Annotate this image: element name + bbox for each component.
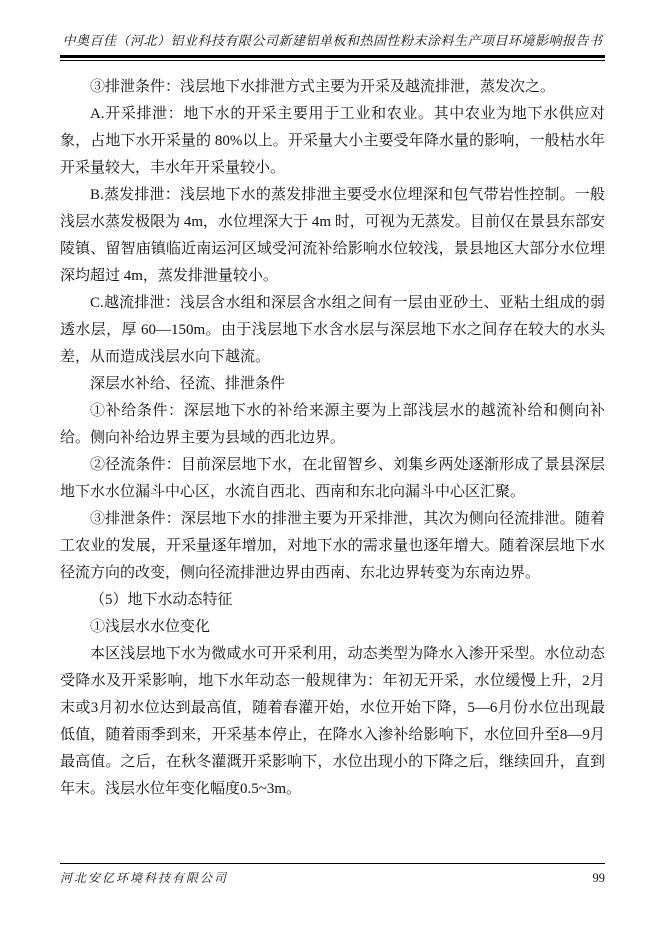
footer-row — [60, 869, 605, 886]
body-paragraph: ③排泄条件：深层地下水的排泄主要为开采排泄，其次为侧向径流排泄。随着工农业的发展，开采量逐年增加，对地下水的需求量也逐年增大。随着深层地下水径流方向的改变，侧向径流排泄边界由西南、东北边界转变为东南边界。 — [60, 511, 605, 581]
body-paragraph: C.越流排泄：浅层含水组和深层含水组之间有一层由亚砂土、亚粘土组成的弱透水层，厚 60—150m。由于浅层地下水含水层与深层地下水之间存在较大的水头差，从而造成浅层水向下越流。 — [60, 295, 605, 365]
body-paragraph: ①补给条件：深层地下水的补给来源主要为上部浅层水的越流补给和侧向补给。侧向补给边界主要为县域的西北边界。 — [60, 403, 605, 446]
body-paragraph: （5）地下水动态特征 — [90, 592, 233, 608]
page-footer — [60, 863, 605, 886]
body-paragraph: A.开采排泄：地下水的开采主要用于工业和农业。其中农业为地下水供应对象，占地下水开采量的 80%以上。开采量大小主要受年降水量的影响，一般枯水年开采量较大，丰水年开采量较小。 — [60, 106, 605, 176]
footer-rule — [60, 863, 605, 864]
body-paragraph: B.蒸发排泄：浅层地下水的蒸发排泄主要受水位埋深和包气带岩性控制。一般浅层水蒸发极限为 4m，水位埋深大于 4m 时，可视为无蒸发。目前仅在景县东部安陵镇、留智庙镇临近南运河区域受河流补给影响水位较浅，景县地区大部分水位埋深均超过 4m，蒸发排泄量较小。 — [60, 187, 605, 284]
body-paragraph: 本区浅层地下水为微咸水可开采利用，动态类型为降水入渗开采型。水位动态受降水及开采影响，地下水年动态一般规律为：年初无开采，水位缓慢上升，2月末或3月初水位达到最高值，随着春灌开始，水位开始下降，5—6月份水位出现最低值，随着雨季到来，开采基本停止，在降水入渗补给影响下，水位回升至8—9月最高值。之后，在秋冬灌溉开采影响下，水位出现小的下降之后，继续回升，直到年末。浅层水位年变化幅度0.5~3m。 — [60, 646, 605, 797]
body-paragraph: ③排泄条件：浅层地下水排泄方式主要为开采及越流排泄，蒸发次之。 — [90, 79, 556, 95]
header-rule-thin — [60, 60, 605, 61]
body-paragraph: ①浅层水水位变化 — [90, 619, 211, 635]
body-paragraph: 深层水补给、径流、排泄条件 — [90, 376, 286, 392]
header-title: 中奥百佳（河北）铝业科技有限公司新建铝单板和热固性粉末涂料生产项目环境影响报告书 — [62, 33, 603, 48]
footer-page-number: 99 — [592, 871, 605, 885]
body-paragraph: ②径流条件：目前深层地下水，在北留智乡、刘集乡两处逐渐形成了景县深层地下水水位漏斗中心区，水流自西北、西南和东北向漏斗中心区汇聚。 — [60, 457, 605, 500]
header-rule-thick — [60, 55, 605, 58]
page-header — [60, 30, 605, 61]
footer-company: 河北安亿环境科技有限公司 — [60, 871, 229, 885]
document-body — [60, 74, 605, 803]
